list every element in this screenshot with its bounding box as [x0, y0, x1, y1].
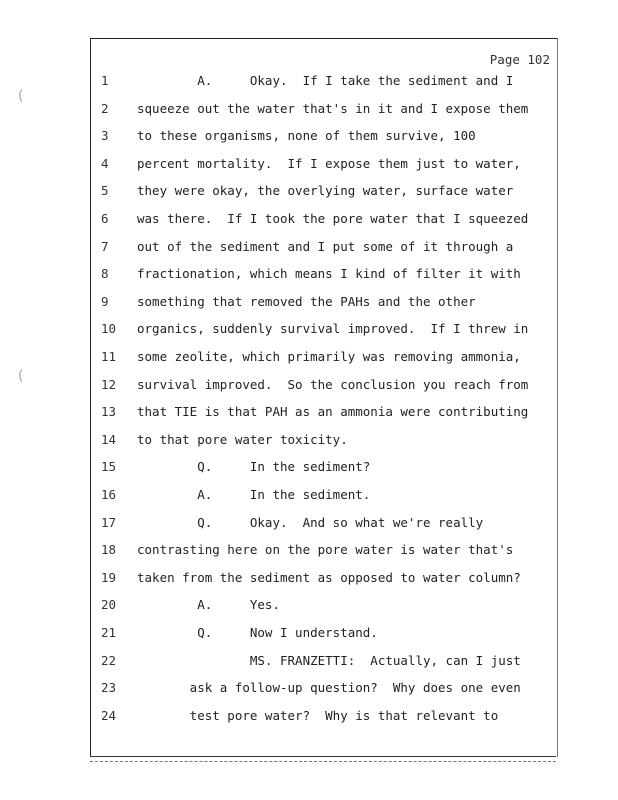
line-number: 21	[101, 625, 117, 640]
line-text: contrasting here on the pore water is water that's	[137, 542, 514, 558]
transcript-line	[0, 183, 618, 203]
transcript-line	[0, 101, 618, 121]
line-text: MS. FRANZETTI: Actually, can I just	[137, 652, 521, 668]
transcript-line	[0, 515, 618, 535]
transcript-line	[0, 156, 618, 176]
line-text: to that pore water toxicity.	[137, 431, 348, 447]
line-number: 14	[101, 431, 117, 447]
transcript-line	[0, 321, 618, 341]
line-number: 12	[101, 376, 117, 392]
line-text: A. Okay. If I take the sediment and I	[137, 73, 514, 88]
line-text: something that removed the PAHs and the other	[137, 293, 476, 309]
line-number: 9	[101, 293, 109, 309]
transcript-line	[0, 708, 618, 728]
bottom-rule	[90, 756, 556, 757]
line-number: 16	[101, 487, 117, 502]
line-number: 17	[101, 514, 117, 530]
line-text: survival improved. So the conclusion you reach from	[137, 376, 529, 392]
line-number: 22	[101, 652, 117, 668]
transcript-line	[0, 294, 618, 314]
line-number: 23	[101, 680, 117, 696]
line-text: percent mortality. If I expose them just to water,	[137, 155, 521, 171]
transcript-line	[0, 73, 618, 93]
line-number: 24	[101, 707, 117, 723]
line-number: 20	[101, 597, 117, 613]
line-number: 11	[101, 349, 117, 364]
transcript-line	[0, 239, 618, 259]
line-text: taken from the sediment as opposed to water column?	[137, 569, 521, 585]
line-number: 7	[101, 238, 109, 254]
transcript-line	[0, 404, 618, 424]
transcript-line	[0, 459, 618, 479]
line-text: that TIE is that PAH as an ammonia were contributing	[137, 404, 529, 420]
line-text: Q. Okay. And so what we're really	[137, 514, 484, 530]
line-number: 2	[101, 100, 109, 116]
line-text: fractionation, which means I kind of filter it with	[137, 266, 521, 282]
line-number: 10	[101, 321, 117, 337]
transcript-line	[0, 211, 618, 231]
transcript-line	[0, 570, 618, 590]
line-number: 18	[101, 542, 117, 558]
transcript-line	[0, 680, 618, 700]
line-number: 3	[101, 128, 109, 144]
line-text: Q. Now I understand.	[137, 625, 378, 640]
line-text: Q. In the sediment?	[137, 459, 371, 475]
line-number: 8	[101, 266, 109, 282]
line-text: squeeze out the water that's in it and I expose them	[137, 100, 529, 116]
line-text: was there. If I took the pore water that I squeezed	[137, 211, 529, 226]
line-text: A. In the sediment.	[137, 487, 371, 502]
line-text: out of the sediment and I put some of it through a	[137, 238, 514, 254]
transcript-line	[0, 597, 618, 617]
margin-scan-mark: (	[18, 368, 24, 384]
line-number: 5	[101, 183, 109, 199]
transcript-line	[0, 377, 618, 397]
line-number: 4	[101, 155, 109, 171]
line-text: some zeolite, which primarily was removing ammonia,	[137, 349, 521, 364]
margin-scan-mark: (	[18, 88, 24, 104]
line-text: A. Yes.	[137, 597, 280, 613]
line-number: 13	[101, 404, 117, 420]
page-number: Page 102	[489, 52, 550, 67]
transcript-line	[0, 625, 618, 645]
line-text: they were okay, the overlying water, surface water	[137, 183, 514, 199]
transcript-line	[0, 349, 618, 369]
line-text: test pore water? Why is that relevant to	[137, 707, 499, 723]
transcript-line	[0, 487, 618, 507]
line-text: organics, suddenly survival improved. If I threw in	[137, 321, 529, 337]
line-text: ask a follow-up question? Why does one even	[137, 680, 521, 696]
line-number: 15	[101, 459, 117, 475]
transcript-line	[0, 432, 618, 452]
line-number: 19	[101, 569, 117, 585]
transcript-line	[0, 266, 618, 286]
line-number: 1	[101, 73, 109, 88]
transcript-line	[0, 542, 618, 562]
line-text: to these organisms, none of them survive, 100	[137, 128, 476, 144]
line-number: 6	[101, 211, 109, 226]
transcript-line	[0, 653, 618, 673]
bottom-scan-noise	[90, 761, 556, 762]
transcript-line	[0, 128, 618, 148]
